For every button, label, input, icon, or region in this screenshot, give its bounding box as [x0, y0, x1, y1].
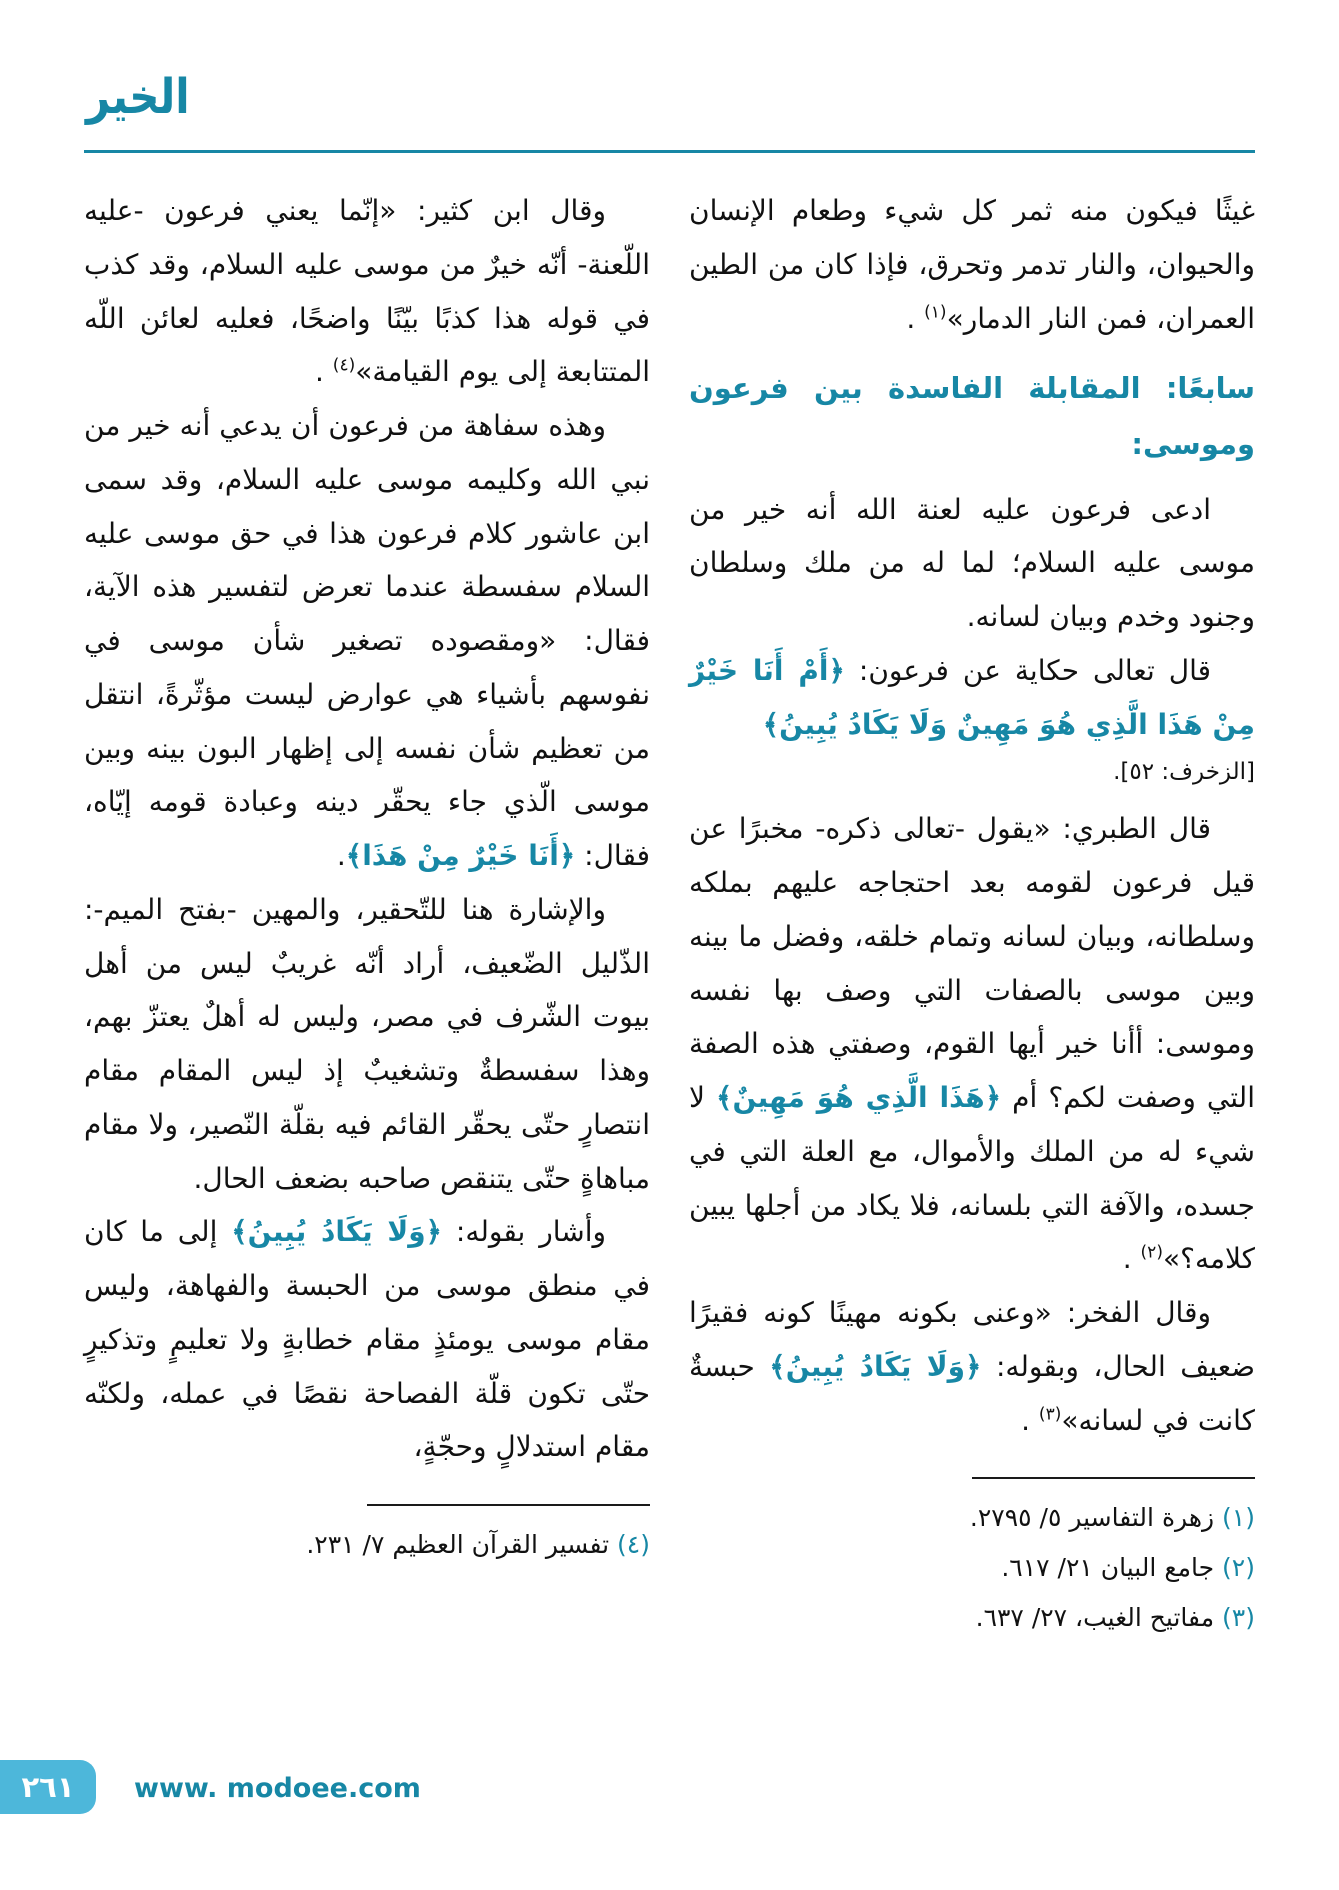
footnote: [689, 1593, 1255, 1643]
footnote-text: تفسير القرآن العظيم ٧/ ٢٣١.: [306, 1530, 610, 1559]
footnote-divider: [972, 1477, 1255, 1479]
text-run: حبسةٌ كانت في لسانه»: [689, 1349, 1255, 1437]
left-footnote-list: [84, 1520, 650, 1570]
paragraph: [84, 399, 650, 883]
section-heading: [689, 361, 1255, 472]
footnote-ref: (٢): [1140, 1243, 1163, 1264]
footnote-text: مفاتيح الغيب، ٢٧/ ٦٣٧.: [975, 1603, 1215, 1633]
text-run: .: [1021, 1403, 1039, 1437]
verse-reference: [689, 753, 1255, 792]
text-run: ادعى فرعون عليه لعنة الله أنه خير من موسى عليه السلام؛ لما له من ملك وسلطان وجنود وخدم وبيان لسانه.: [689, 492, 1255, 634]
publisher-logo: الخير: [86, 68, 190, 125]
paragraph: [84, 883, 650, 1206]
paragraph: [689, 802, 1255, 1286]
footnote-text: زهرة التفاسير ٥/ ٢٧٩٥.: [969, 1503, 1215, 1533]
text-run: وأشار بقوله:: [442, 1215, 607, 1249]
text-run: وهذه سفاهة من فرعون أن يدعي أنه خير من نبي الله وكليمه موسى عليه السلام، وقد سمى ابن عاشور كلام فرعون هذا في حق موسى عليه السلام سفسطة عندما تعرض لتفسير هذه الآية، فقال: «ومقصوده تصغير شأن موسى في نفوسهم بأشياء هي عوارض ليست مؤثّرةً، انتقل من تعظيم شأن نفسه إلى إظهار البون بينه وبين موسى الّذي جاء يحقّر دينه وعبادة قومه إيّاه، فقال:: [84, 409, 650, 872]
footnote-number: (٤): [609, 1530, 650, 1559]
quran-verse: ﴿أَمْ أَنَا خَيْرٌ مِنْ هَذَا الَّذِي هُوَ مَهِينٌ وَلَا يَكَادُ يُبِينُ﴾: [689, 653, 1255, 741]
page-columns: [84, 184, 1255, 1643]
text-run: .: [336, 839, 346, 872]
text-run: قال تعالى حكاية عن فرعون:: [844, 653, 1211, 687]
text-run: إلى ما كان في منطق موسى من الحبسة والفهاهة، وليس مقام موسى يومئذٍ مقام خطابةٍ ولا تعليمٍ وتذكيرٍ حتّى تكون قلّة الفصاحة نقصًا في عمله، ولكنّه مقام استدلالٍ وحجّةٍ،: [84, 1215, 650, 1464]
header-rule: [84, 150, 1255, 153]
footnote-number: (١): [1214, 1503, 1255, 1533]
footnote: [689, 1493, 1255, 1543]
footnote-divider: [367, 1504, 650, 1506]
text-run: وقال ابن كثير: «إنّما يعني فرعون -عليه اللّعنة- أنّه خيرٌ من موسى عليه السلام، وقد كذب في قوله هذا كذبًا بيّنًا واضحًا، فعليه لعائن اللّه المتتابعة إلى يوم القيامة»: [84, 194, 650, 389]
left-column: [84, 184, 650, 1570]
paragraph: [84, 184, 650, 399]
footnote-ref: (٣): [1038, 1404, 1062, 1425]
text-run: سابعًا: المقابلة الفاسدة بين فرعون وموسى:: [689, 371, 1255, 461]
right-footnote-list: [689, 1493, 1255, 1643]
text-run: .: [906, 301, 925, 335]
text-run: غيثًا فيكون منه ثمر كل شيء وطعام الإنسان والحيوان، والنار تدمر وتحرق، فإذا كان من الطين العمران، فمن النار الدمار»: [689, 194, 1255, 335]
text-run: لا شيء له من الملك والأموال، مع العلة التي في جسده، والآفة التي بلسانه، فلا يكاد من أجلها يبين كلامه؟»: [689, 1081, 1255, 1276]
text-run: وقال الفخر: «وعنى بكونه مهينًا كونه فقيرًا ضعيف الحال، وبقوله:: [689, 1296, 1255, 1383]
footnote: [689, 1543, 1255, 1593]
text-run: والإشارة هنا للتّحقير، والمهين -بفتح الميم-: الذّليل الضّعيف، أراد أنّه غريبٌ ليس من أهل بيوت الشّرف في مصر، وليس له أهلٌ يعتزّ بهم، وهذا سفسطةٌ وتشغيبٌ إذ ليس المقام مقام انتصارٍ حتّى يحقّر القائم فيه بقلّة النّصير، ولا مقام مباهاةٍ حتّى يتنقص صاحبه بضعف الحال.: [84, 892, 650, 1195]
footnote-number: (٢): [1214, 1553, 1255, 1583]
footnote-ref: (٤): [332, 355, 356, 376]
text-run: قال الطبري: «يقول -تعالى ذكره- مخبرًا عن قيل فرعون لقومه بعد احتجاجه عليهم بملكه وسلطانه، وبيان لسانه وتمام خلقه، وفضل ما بينه وبين موسى بالصفات التي وصف بها نفسه وموسى: أأنا خير أيها القوم، وصفتي هذه الصفة التي وصفت لكم؟ أم: [689, 812, 1255, 1115]
paragraph: [689, 483, 1255, 644]
paragraph: [689, 1286, 1255, 1447]
quran-verse: ﴿وَلَا يَكَادُ يُبِينُ﴾: [231, 1215, 443, 1249]
page-number-badge: ٢٦١: [0, 1760, 96, 1814]
left-column-text: [84, 184, 650, 1474]
text-run: .: [1122, 1242, 1141, 1276]
quran-verse: ﴿وَلَا يَكَادُ يُبِينُ﴾: [769, 1349, 982, 1383]
right-column-text: [689, 184, 1255, 1447]
paragraph: [689, 184, 1255, 345]
website-url: www. modoee.com: [134, 1773, 421, 1804]
quran-verse: ﴿أَنَا خَيْرٌ مِنْ هَذَا﴾: [345, 839, 576, 872]
footnote-text: جامع البيان ٢١/ ٦١٧.: [1001, 1553, 1215, 1583]
right-column: [689, 184, 1255, 1643]
paragraph: [84, 1205, 650, 1474]
footnote: [84, 1520, 650, 1570]
text-run: [الزخرف: ٥٢].: [1113, 759, 1255, 786]
text-run: .: [314, 355, 333, 389]
right-footnotes: [689, 1477, 1255, 1643]
footnote-ref: (١): [924, 302, 947, 323]
left-footnotes: [84, 1504, 650, 1570]
footnote-number: (٣): [1214, 1603, 1255, 1633]
paragraph: [689, 644, 1255, 752]
quran-verse: ﴿هَذَا الَّذِي هُوَ مَهِينٌ﴾: [716, 1081, 1002, 1115]
